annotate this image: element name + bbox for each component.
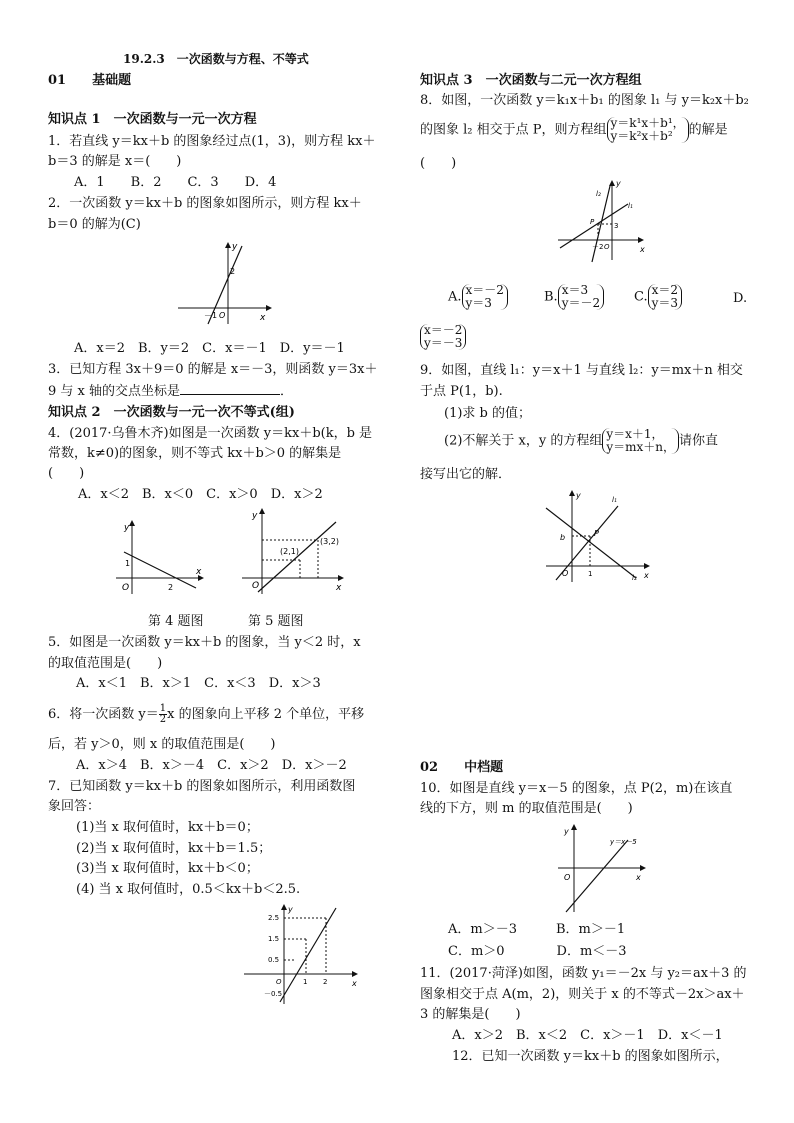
question-11-line-3: 3 的解集是( )	[420, 1007, 521, 1022]
question-8-option-b: B. x＝3 y＝－2	[544, 284, 604, 310]
question-10-options-2: C．m＞0 D．m＜－3	[448, 944, 627, 959]
f7-y-label: y	[288, 905, 293, 914]
f7-tick-neg-0-5: －0.5	[264, 990, 283, 998]
f10-x-label: x	[636, 873, 641, 882]
f2-tick-neg1: －1	[204, 311, 218, 320]
figure-q5	[240, 506, 346, 600]
question-7-sub-2: (2)当 x 取何值时，kx＋b＝1.5；	[76, 841, 272, 856]
question-11-line-1: 11．(2017·菏泽)如图，函数 y₁＝－2x 与 y₂＝ax＋3 的	[420, 966, 747, 981]
f2-y-label: y	[232, 242, 238, 252]
f5-point-3-2: (3,2)	[320, 537, 339, 546]
question-4-line-3: ( )	[48, 466, 85, 481]
f10-y-label: y	[564, 827, 569, 836]
figure-q2	[178, 240, 274, 330]
section-intermediate: 02 中档题	[420, 760, 504, 775]
f9-l1-label: l₁	[612, 496, 617, 504]
figure-q4	[110, 516, 206, 600]
f10-equation: y＝x－5	[610, 838, 637, 846]
f9-origin: O	[562, 569, 569, 578]
figure-q9	[540, 488, 656, 588]
question-7-sub-4: (4) 当 x 取何值时，0.5＜kx＋b＜2.5.	[76, 882, 301, 897]
f5-y-label: y	[252, 511, 258, 521]
caption-figure-5: 第 5 题图	[248, 614, 304, 629]
question-6-options: A．x＞4 B．x＞－4 C．x＞2 D．x＞－2	[76, 758, 347, 773]
question-8-line-2: 的图象 l₂ 相交于点 P，则方程组 y＝k¹x＋b¹， y＝k²x＋b² 的解是	[420, 116, 728, 143]
figure-q8	[554, 176, 650, 270]
f9-tick-b: b	[560, 533, 566, 542]
f4-y-label: y	[124, 523, 130, 533]
f7-tick-0-5: 0.5	[268, 956, 280, 964]
f10-origin: O	[564, 873, 571, 882]
f4-origin: O	[122, 583, 130, 593]
question-1-options: A．1 B．2 C．3 D．4	[74, 175, 277, 190]
equation-system-q9: y＝x＋1， y＝mx＋n，	[602, 428, 679, 454]
question-7-line-1: 7．已知函数 y＝kx＋b 的图象如图所示，利用函数图	[48, 779, 356, 794]
f8-l2-label: l₂	[596, 190, 601, 198]
knowledge-point-2: 知识点 2 一次函数与一元一次不等式(组)	[48, 405, 295, 420]
f9-point-p: P	[594, 529, 599, 538]
equation-system-q8: y＝k¹x＋b¹， y＝k²x＋b²	[607, 117, 689, 143]
section-basic: 01 基础题	[48, 73, 132, 88]
f9-y-label: y	[576, 491, 581, 500]
question-2-line-1: 2．一次函数 y＝kx＋b 的图象如图所示，则方程 kx＋	[48, 196, 362, 211]
f9-l2-label: l₂	[632, 574, 637, 582]
question-6-line-2: 后，若 y＞0，则 x 的取值范围是( )	[48, 737, 276, 752]
f7-origin: O	[276, 978, 282, 986]
f9-x-label: x	[644, 571, 649, 580]
question-3-line-2: 9 与 x 轴的交点坐标是 ．	[48, 384, 294, 399]
f7-tick-2-5: 2.5	[268, 914, 280, 922]
f4-tick-2: 2	[168, 583, 174, 592]
question-2-line-2: b＝0 的解为(C)	[48, 217, 141, 232]
f5-point-2-1: (2,1)	[280, 547, 299, 556]
question-5-line-2: 的取值范围是( )	[48, 656, 163, 671]
question-7-sub-3: (3)当 x 取何值时，kx＋b＜0；	[76, 861, 259, 876]
f8-l1-label: l₁	[628, 202, 633, 210]
question-5-options: A．x＜1 B．x＞1 C．x＜3 D．x＞3	[76, 676, 321, 691]
caption-figure-4: 第 4 题图	[148, 614, 204, 629]
f8-tick-neg2: －2	[592, 243, 604, 251]
question-9-line-3: 接写出它的解．	[420, 467, 512, 482]
question-8-option-d: x＝－2 y＝－3	[420, 324, 466, 350]
question-4-line-2: 常数，k≠0)的图象，则不等式 kx＋b＞0 的解集是	[48, 446, 342, 461]
f2-tick-2: 2	[230, 267, 236, 276]
question-9-sub-2: (2)不解关于 x，y 的方程组 y＝x＋1， y＝mx＋n， 请你直	[444, 427, 719, 454]
f8-origin: O	[604, 243, 610, 251]
f8-y-label: y	[616, 179, 621, 188]
question-10-options-1: A．m＞－3 B．m＞－1	[448, 922, 626, 937]
f4-tick-1: 1	[125, 559, 131, 568]
f5-x-label: x	[336, 583, 342, 593]
question-12-line-1: 12．已知一次函数 y＝kx＋b 的图象如图所示，	[452, 1049, 729, 1064]
answer-blank	[180, 382, 280, 395]
f7-tick-x-2: 2	[323, 978, 328, 986]
question-9-line-2: 于点 P(1，b).	[420, 384, 503, 399]
question-7-line-2: 象回答：	[48, 799, 101, 814]
figure-q10	[554, 822, 650, 918]
question-4-line-1: 4．(2017·乌鲁木齐)如图是一次函数 y＝kx＋b(k，b 是	[48, 426, 373, 441]
question-10-line-2: 线的下方，则 m 的取值范围是( )	[420, 801, 633, 816]
question-3-line-1: 3．已知方程 3x＋9＝0 的解是 x＝－3，则函数 y＝3x＋	[48, 362, 378, 377]
f8-x-label: x	[640, 245, 645, 254]
f5-origin: O	[252, 581, 260, 591]
f8-tick-3: 3	[614, 222, 619, 230]
f9-tick-1: 1	[588, 570, 593, 578]
knowledge-point-3: 知识点 3 一次函数与二元一次方程组	[420, 73, 642, 88]
f2-x-label: x	[260, 313, 266, 323]
question-8-line-3: ( )	[420, 156, 457, 171]
question-9-sub-1: (1)求 b 的值；	[444, 406, 532, 421]
figure-q7	[240, 904, 364, 1012]
question-11-options: A．x＞2 B．x＜2 C．x＞－1 D．x＜－1	[452, 1028, 723, 1043]
question-4-options: A．x＜2 B．x＜0 C．x＞0 D．x＞2	[78, 487, 323, 502]
question-5-line-1: 5．如图是一次函数 y＝kx＋b 的图象，当 y＜2 时，x	[48, 635, 361, 650]
question-1-line-1: 1．若直线 y＝kx＋b 的图象经过点(1，3)，则方程 kx＋	[48, 134, 376, 149]
question-9-line-1: 9．如图，直线 l₁：y＝x＋1 与直线 l₂：y＝mx＋n 相交	[420, 363, 743, 378]
question-10-line-1: 10．如图是直线 y＝x－5 的图象，点 P(2，m)在该直	[420, 781, 733, 796]
question-2-options: A．x＝2 B．y＝2 C．x＝－1 D．y＝－1	[74, 341, 345, 356]
question-8-line-1: 8．如图，一次函数 y＝k₁x＋b₁ 的图象 l₁ 与 y＝k₂x＋b₂	[420, 93, 749, 108]
question-8-option-c: C. x＝2 y＝3	[634, 284, 682, 310]
question-11-line-2: 图象相交于点 A(m，2)，则关于 x 的不等式－2x＞ax＋	[420, 987, 745, 1002]
fraction-one-half: $\frac{1}{2}$	[159, 703, 167, 725]
f7-tick-x-1: 1	[303, 978, 308, 986]
question-1-line-2: b＝3 的解是 x＝( )	[48, 154, 182, 169]
question-8-option-a: A. x＝－2 y＝3	[448, 284, 508, 310]
f4-x-label: x	[196, 567, 202, 577]
f8-point-p: P	[590, 218, 595, 226]
knowledge-point-1: 知识点 1 一次函数与一元一次方程	[48, 112, 257, 127]
question-6-line-1: 6．将一次函数 y＝ $\frac{1}{2}$ x 的图象向上平移 2 个单位，平移	[48, 703, 365, 725]
f7-tick-1-5: 1.5	[268, 935, 280, 943]
f2-origin: O	[219, 311, 226, 320]
question-8-option-d-label: D.	[733, 291, 748, 306]
f7-x-label: x	[352, 979, 357, 988]
page-title: 19.2.3 一次函数与方程、不等式	[123, 52, 309, 66]
question-7-sub-1: (1)当 x 取何值时，kx＋b＝0；	[76, 820, 259, 835]
